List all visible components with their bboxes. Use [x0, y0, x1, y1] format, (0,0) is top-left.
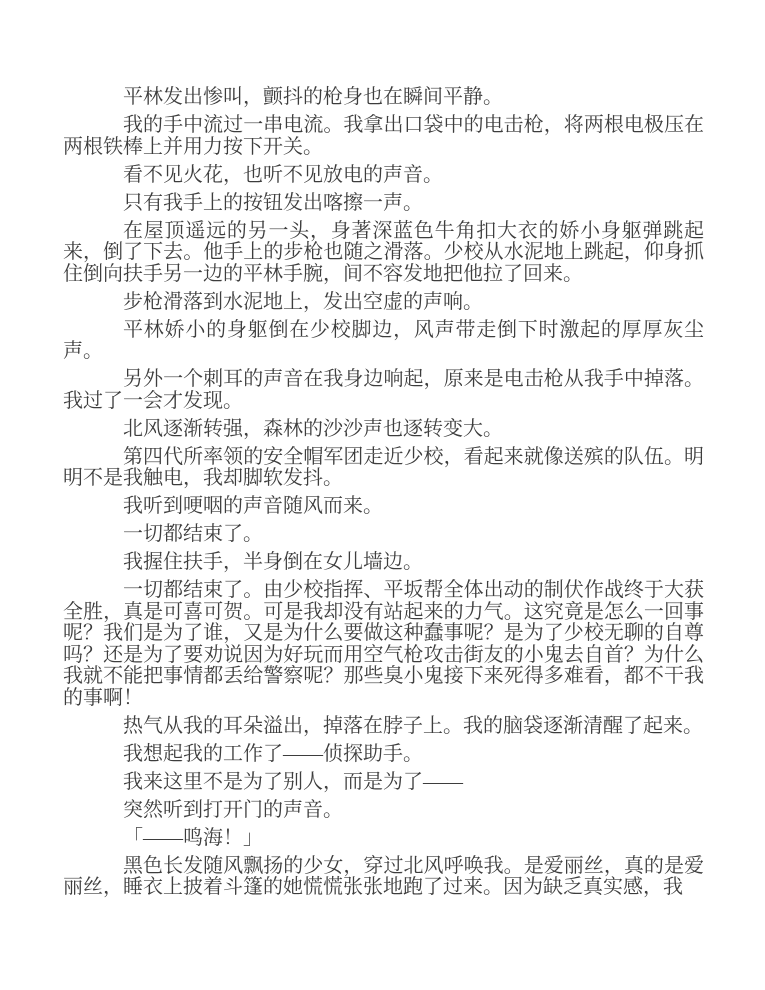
- paragraph-1: 平林发出惨叫，颤抖的枪身也在瞬间平静。: [123, 86, 503, 108]
- paragraph-20: 黑色长发随风飘扬的少女，穿过北风呼唤我。是爱丽丝，真的是爱丽丝，睡衣上披着斗篷的她慌慌张张地跑了过来。因为缺乏真实感，我: [63, 854, 704, 898]
- paragraph-11: 我听到哽咽的声音随风而来。: [123, 495, 383, 517]
- paragraph-8: 另外一个刺耳的声音在我身边响起，原来是电击枪从我手中掉落。我过了一会才发现。: [63, 368, 704, 412]
- paragraph-12: 一切都结束了。: [123, 523, 263, 545]
- paragraph-15: 热气从我的耳朵溢出，掉落在脖子上。我的脑袋逐渐清醒了起来。: [123, 714, 703, 737]
- paragraph-4: 只有我手上的按钮发出喀擦一声。: [123, 191, 423, 214]
- paragraph-3: 看不见火花，也听不见放电的声音。: [123, 163, 443, 186]
- paragraph-10: 第四代所率领的安全帽军团走近少校，看起来就像送殡的队伍。明明不是我触电，我却脚软发抖。: [63, 445, 704, 489]
- paragraph-9: 北风逐渐转强，森林的沙沙声也逐转变大。: [123, 417, 503, 440]
- paragraph-16: 我想起我的工作了——侦探助手。: [123, 742, 423, 765]
- paragraph-14: 一切都结束了。由少校指挥、平坂帮全体出动的制伏作战终于大获全胜，真是可喜可贺。可是我却没有站起来的力气。这究竟是怎么一回事呢？我们是为了谁，又是为什么要做这种蠢事呢？是为了少校无聊的自尊吗？还是为了要劝说因为好玩而用空气枪攻击街友的小鬼去自首？为什么我就不能把事情都丢给警察呢？那些臭小鬼接下来死得多难看，都不干我的事啊！: [63, 579, 704, 709]
- paragraph-5: 在屋顶遥远的另一头，身著深蓝色牛角扣大衣的娇小身躯弹跳起来，倒了下去。他手上的步枪也随之滑落。少校从水泥地上跳起，仰身抓住倒向扶手另一边的平林手腕，间不容发地把他拉了回来。: [63, 219, 704, 285]
- paragraph-13: 我握住扶手，半身倒在女儿墙边。: [123, 551, 423, 573]
- paragraph-19: 「——鸣海！」: [123, 826, 263, 849]
- paragraph-2: 我的手中流过一串电流。我拿出口袋中的电击枪，将两根电极压在两根铁棒上并用力按下开关。: [63, 114, 704, 158]
- paragraph-7: 平林娇小的身躯倒在少校脚边，风声带走倒下时激起的厚厚灰尘声。: [63, 318, 704, 362]
- paragraph-17: 我来这里不是为了别人，而是为了——: [123, 770, 463, 793]
- paragraph-6: 步枪滑落到水泥地上，发出空虚的声响。: [123, 290, 483, 313]
- paragraph-18: 突然听到打开门的声音。: [123, 798, 343, 821]
